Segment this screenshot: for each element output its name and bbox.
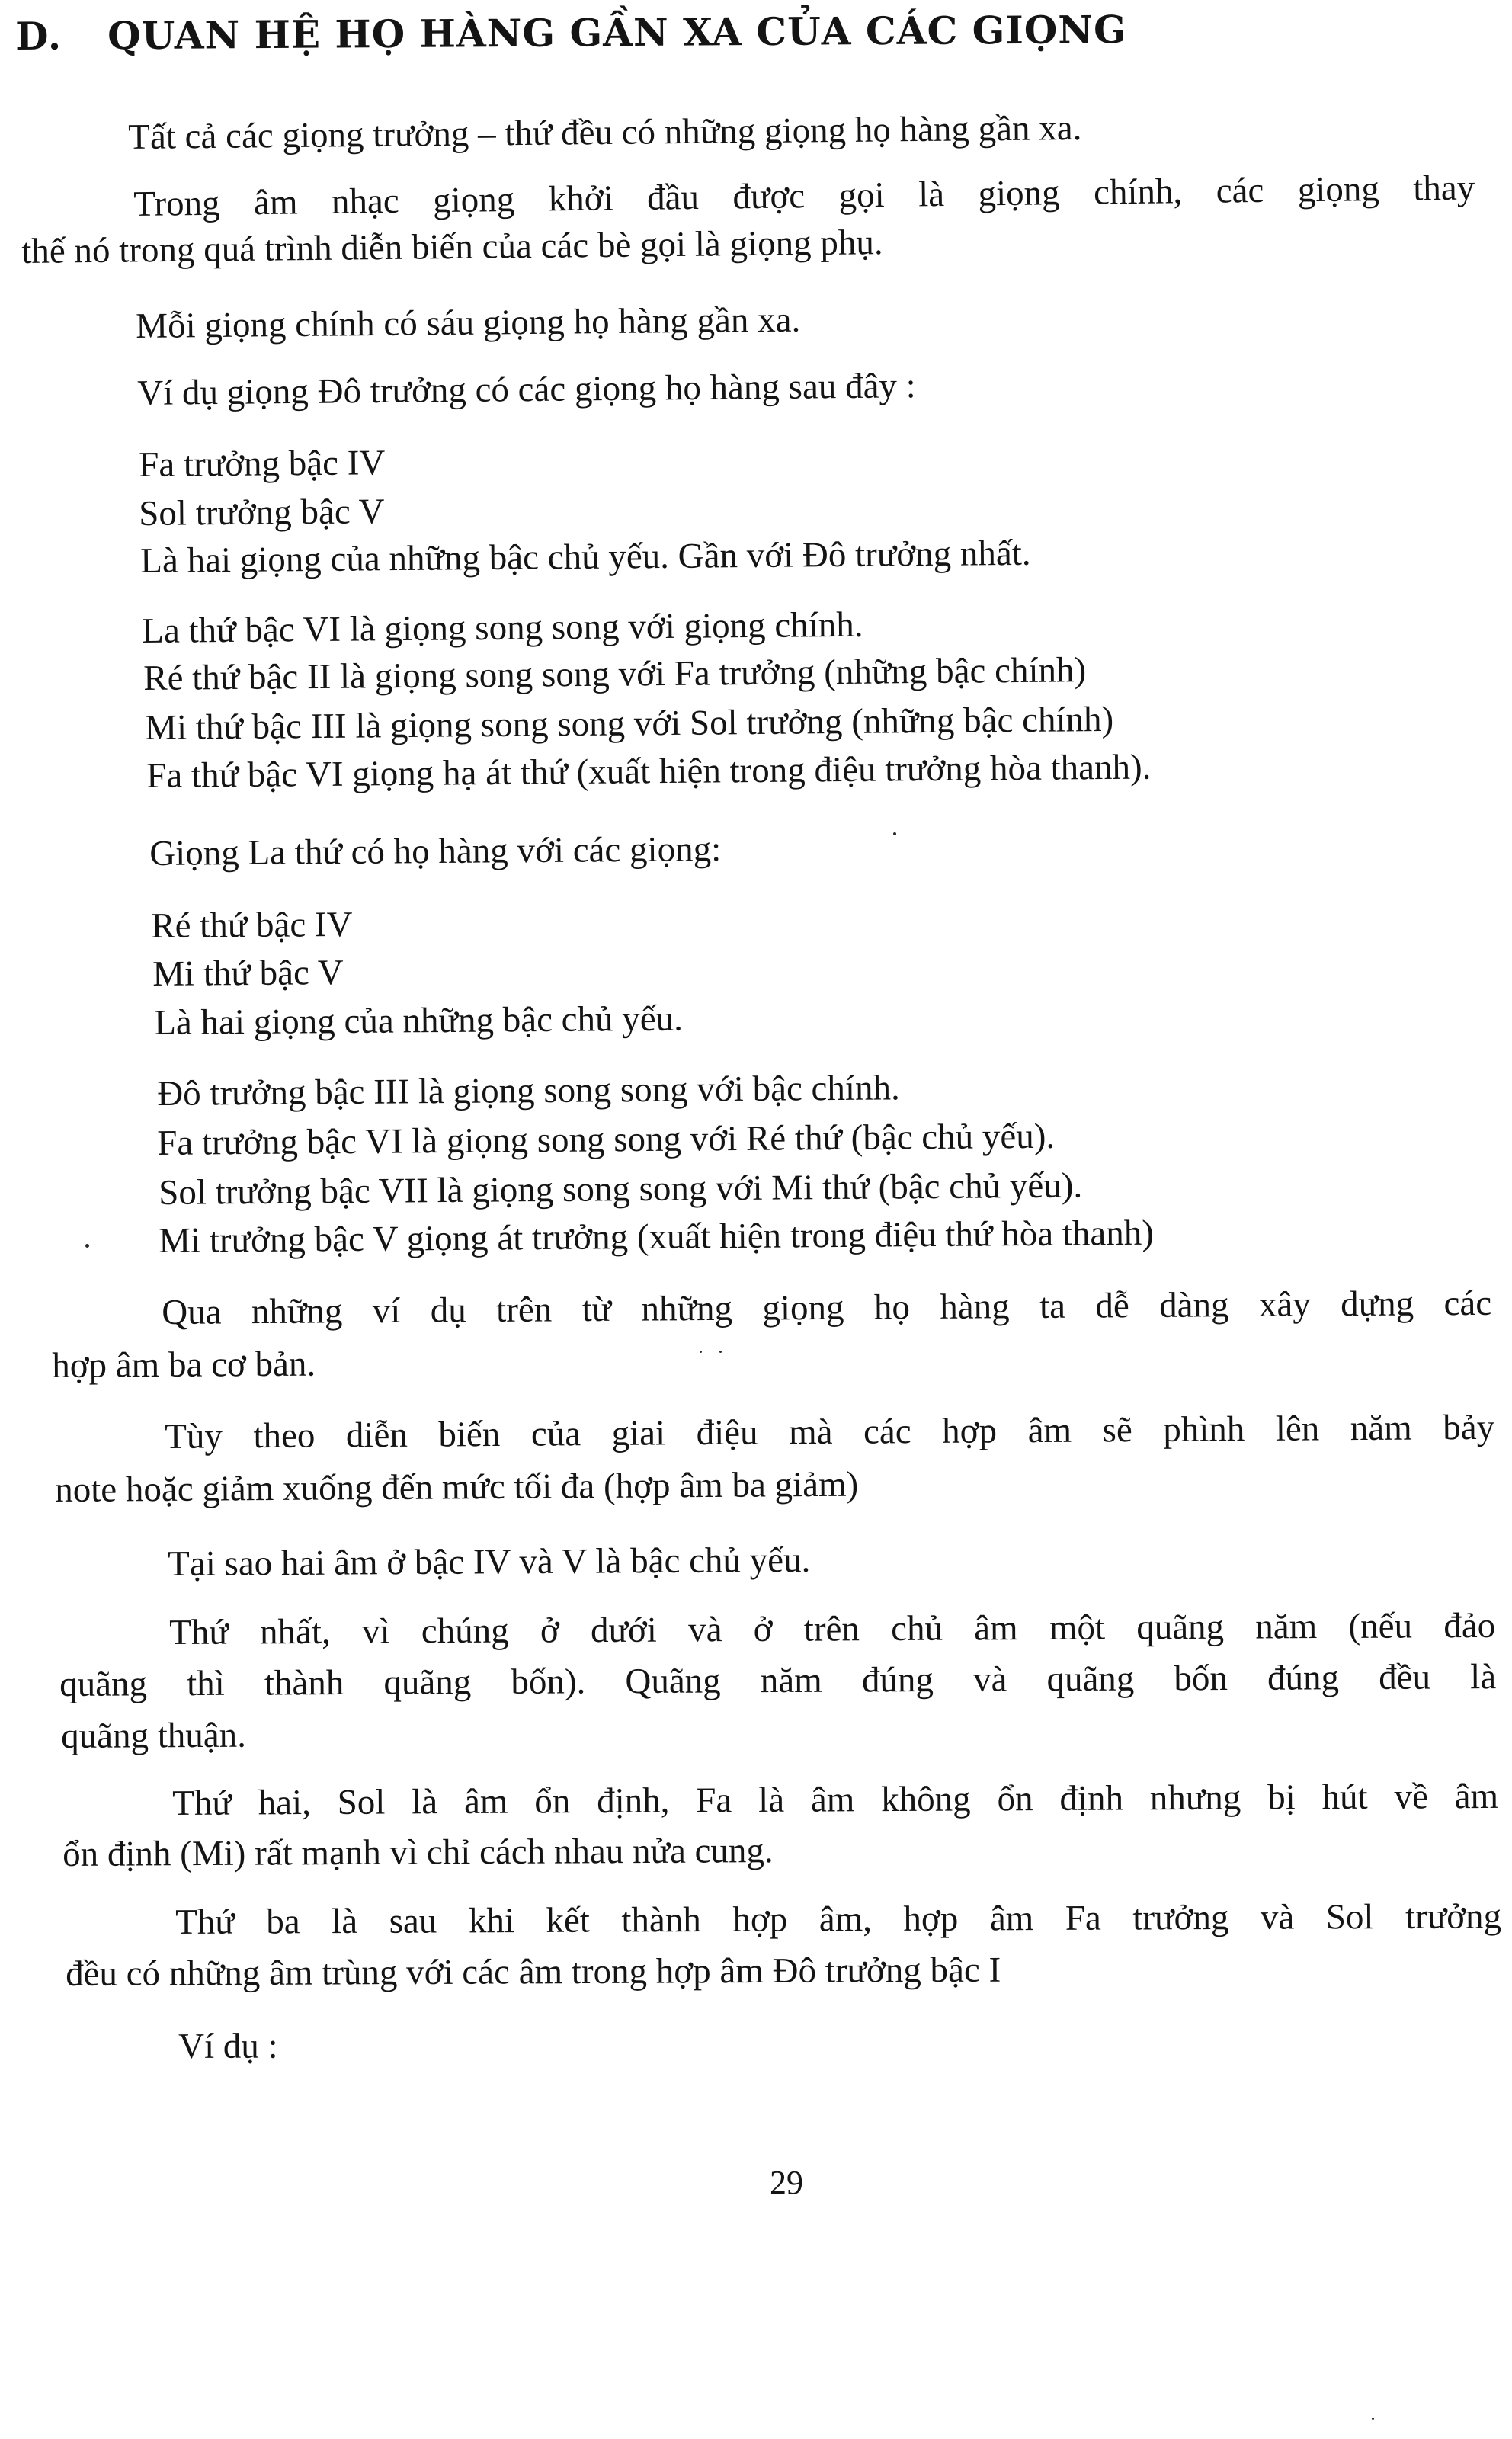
body-line: Tất cả các giọng trưởng – thứ đều có những giọng họ hàng gần xa. — [128, 107, 1082, 157]
body-line: Tùy theo diễn biến của giai điệu mà các hợp âm sẽ phình lên năm bảy — [165, 1407, 1495, 1457]
scan-speck — [700, 1351, 702, 1353]
body-line: đều có những âm trùng với các âm trong hợp âm Đô trưởng bậc I — [66, 1950, 1001, 1994]
section-heading — [15, 6, 1280, 59]
body-line: Là hai giọng của những bậc chủ yếu. Gần với Đô trưởng nhất. — [140, 533, 1031, 581]
body-line: Mi trưởng bậc V giọng át trưởng (xuất hiện trong điệu thứ hòa thanh) — [159, 1213, 1155, 1261]
body-line: Thứ nhất, vì chúng ở dưới và ở trên chủ âm một quãng năm (nếu đảo — [169, 1605, 1496, 1652]
body-line: Ví dụ : — [178, 2026, 278, 2066]
body-line: Fa thứ bậc VI giọng hạ át thứ (xuất hiện trong điệu trưởng hòa thanh). — [146, 747, 1152, 796]
body-line: Sol trưởng bậc VII là giọng song song với Mi thứ (bậc chủ yếu). — [159, 1165, 1083, 1213]
body-line: Đô trưởng bậc III là giọng song song với bậc chính. — [157, 1068, 900, 1114]
body-line: Giọng La thứ có họ hàng với các giọng: — [149, 829, 722, 873]
scan-speck — [719, 1351, 722, 1353]
body-line: quãng thì thành quãng bốn). Quãng năm đúng và quãng bốn đúng đều là — [59, 1657, 1497, 1704]
body-line: Tại sao hai âm ở bậc IV và V là bậc chủ yếu. — [168, 1540, 811, 1584]
scan-speck — [893, 832, 896, 835]
body-line: Qua những ví dụ trên từ những giọng họ hàng ta dễ dàng xây dựng các — [162, 1283, 1492, 1332]
page-number: 29 — [770, 2164, 803, 2201]
body-line: Là hai giọng của những bậc chủ yếu. — [154, 998, 684, 1043]
body-line: Sol trưởng bậc V — [139, 492, 385, 534]
body-line: quãng thuận. — [61, 1715, 247, 1756]
body-line: thế nó trong quá trình diễn biến của các bè gọi là giọng phụ. — [21, 223, 883, 271]
body-line: Mi thứ bậc III là giọng song song với Sol trưởng (những bậc chính) — [145, 699, 1114, 748]
body-line: note hoặc giảm xuống đến mức tối đa (hợp âm ba giảm) — [55, 1464, 859, 1510]
body-line: La thứ bậc VI là giọng song song với giọng chính. — [142, 604, 863, 651]
body-line: Fa trưởng bậc VI là giọng song song với Ré thứ (bậc chủ yếu). — [157, 1116, 1056, 1163]
body-line: Mi thứ bậc V — [152, 953, 344, 994]
body-line: Ré thứ bậc II là giọng song song với Fa trưởng (những bậc chính) — [143, 650, 1087, 698]
body-line: Trong âm nhạc giọng khởi đầu được gọi là giọng chính, các giọng thay — [133, 168, 1475, 224]
section-title: QUAN HỆ HỌ HÀNG GẦN XA CỦA CÁC GIỌNG — [107, 7, 1127, 59]
scan-speck — [85, 1244, 89, 1248]
body-line: Fa trưởng bậc IV — [139, 443, 386, 485]
scan-speck — [1372, 2418, 1374, 2420]
body-line: hợp âm ba cơ bản. — [52, 1344, 316, 1386]
body-line: Mỗi giọng chính có sáu giọng họ hàng gần xa. — [136, 300, 801, 346]
body-line: Ré thứ bậc IV — [151, 904, 353, 946]
body-line: Thứ ba là sau khi kết thành hợp âm, hợp âm Fa trưởng và Sol trưởng — [175, 1896, 1502, 1942]
body-line: Thứ hai, Sol là âm ổn định, Fa là âm không ổn định nhưng bị hút về âm — [172, 1776, 1499, 1823]
body-line: Ví dụ giọng Đô trưởng có các giọng họ hàng sau đây : — [137, 366, 916, 413]
body-line: ổn định (Mi) rất mạnh vì chỉ cách nhau nửa cung. — [62, 1831, 774, 1874]
section-letter: D. — [15, 13, 62, 59]
